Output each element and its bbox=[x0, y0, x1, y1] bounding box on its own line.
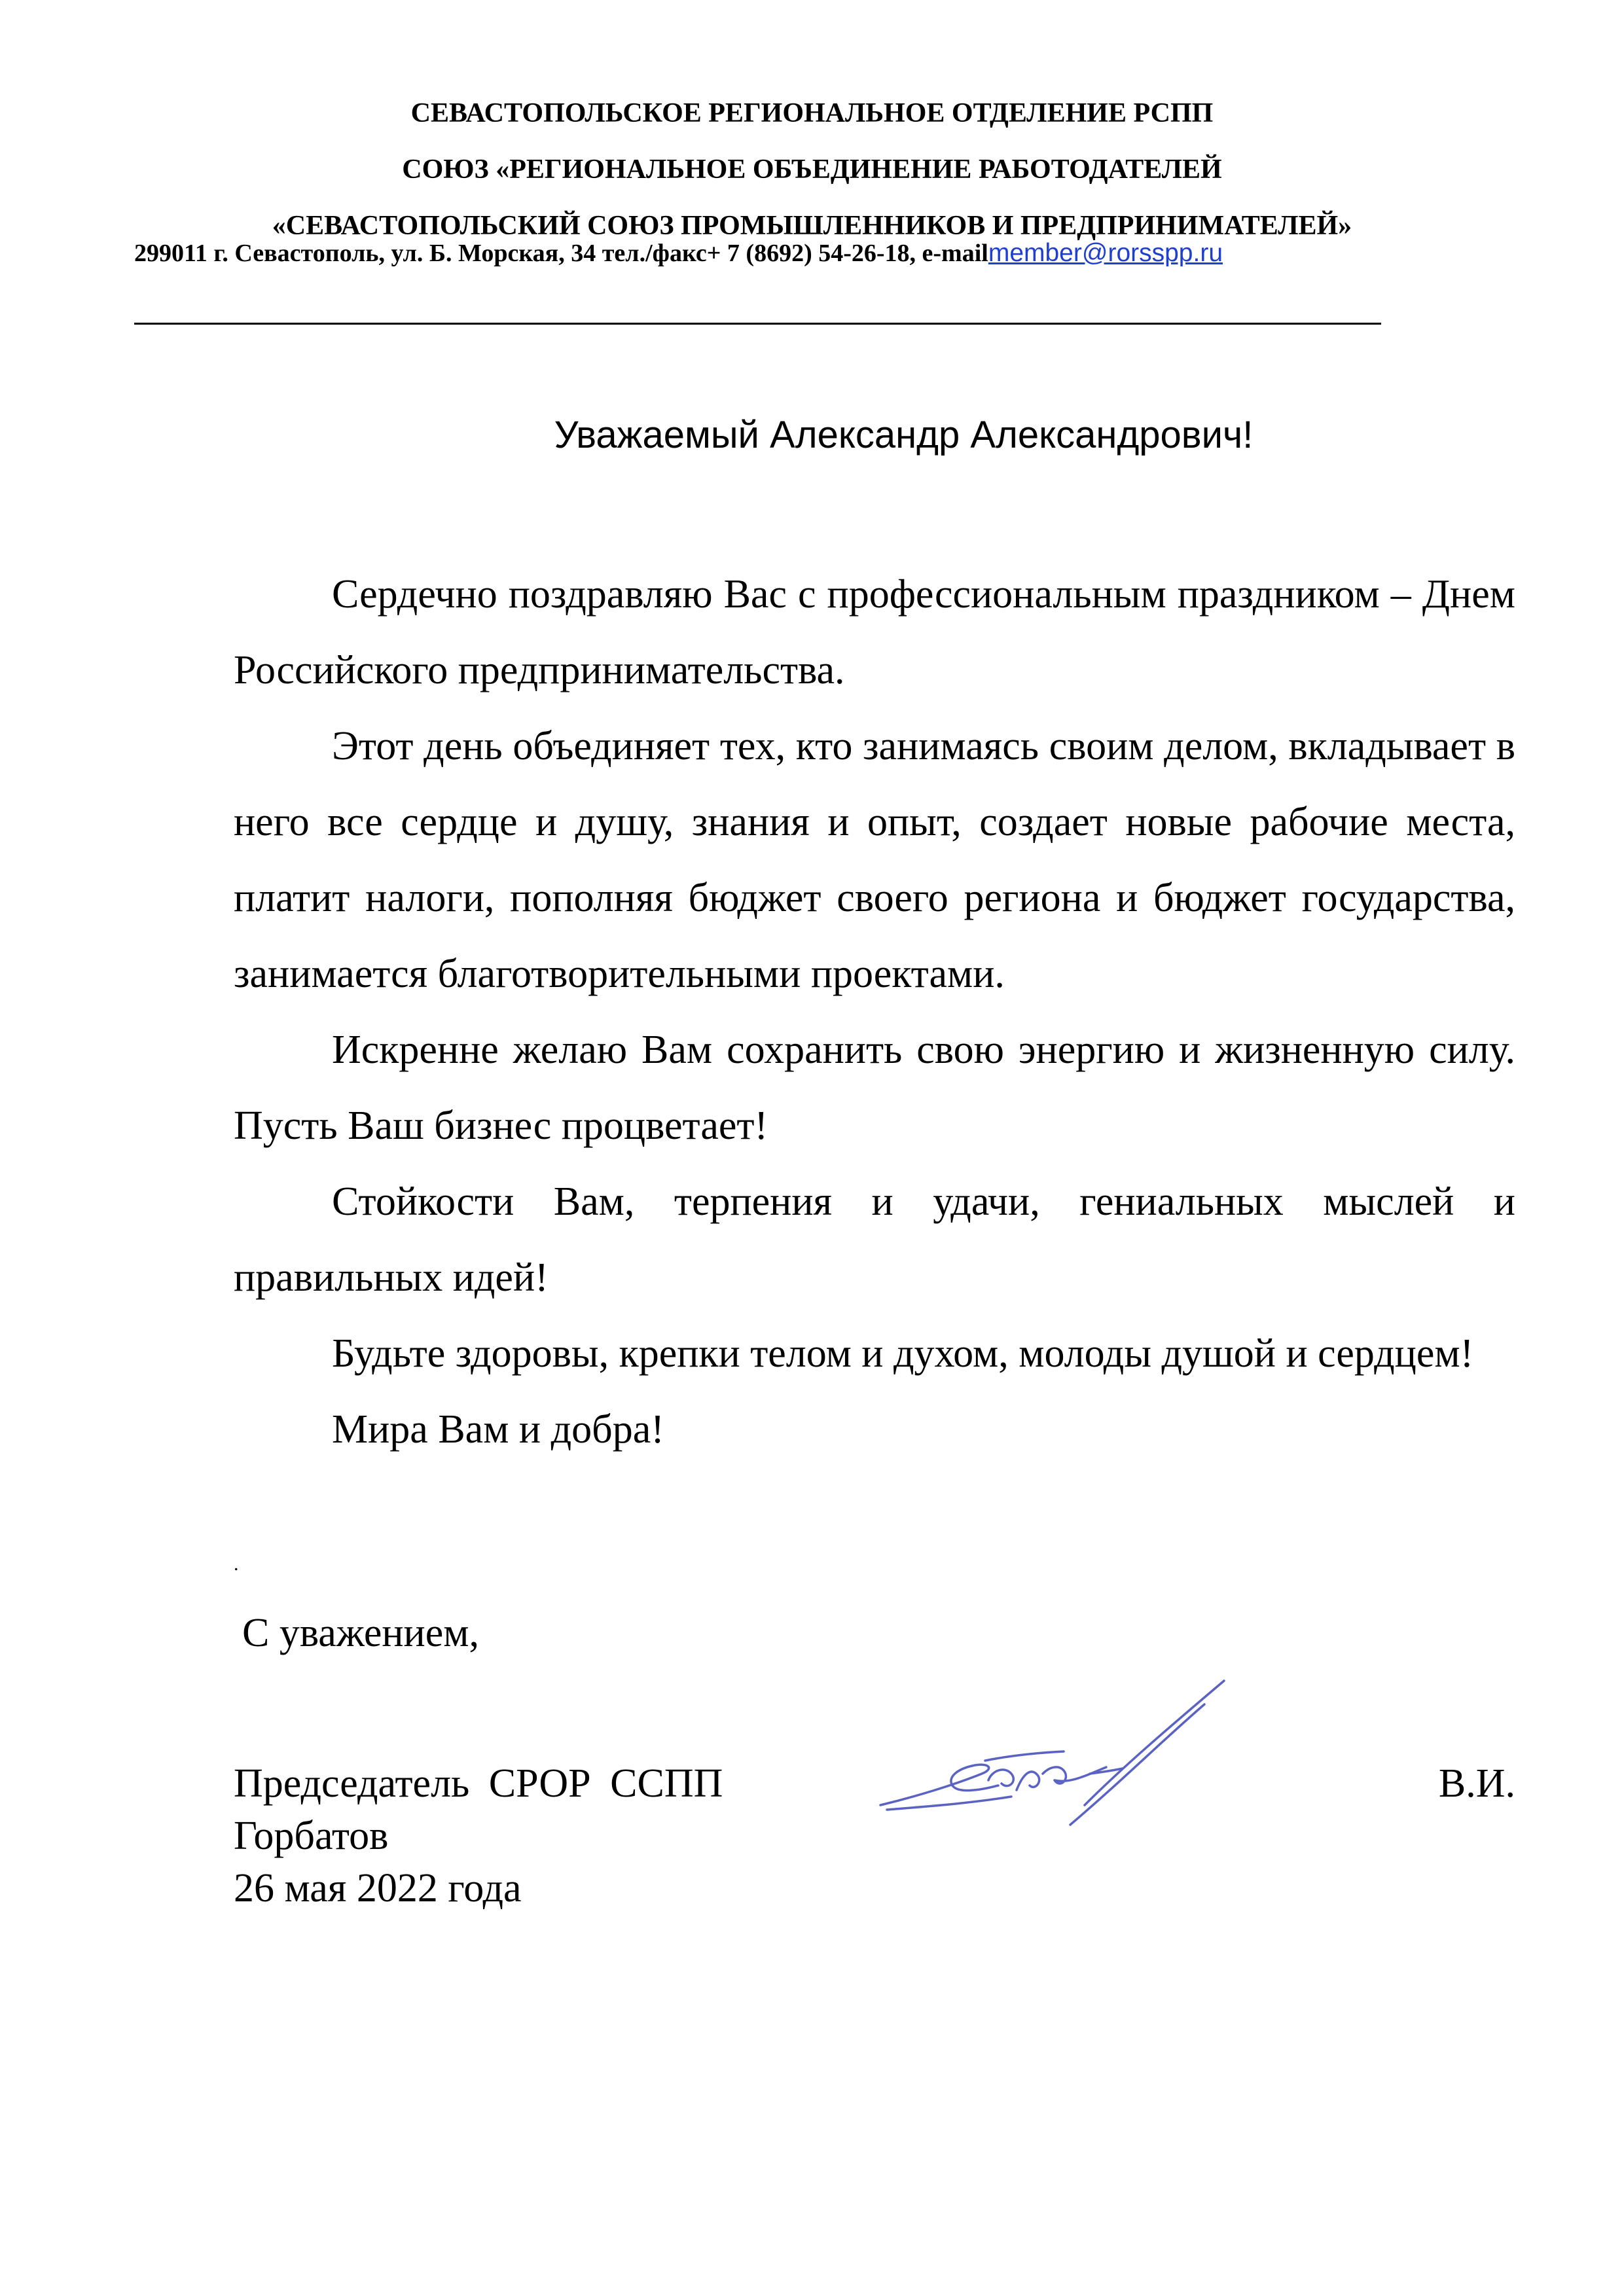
letterhead-line-2: СОЮЗ «РЕГИОНАЛЬНОЕ ОБЪЕДИНЕНИЕ РАБОТОДАТЕЛЕЙ bbox=[402, 154, 1222, 185]
letterhead-line-3: «СЕВАСТОПОЛЬСКИЙ СОЮЗ ПРОМЫШЛЕННИКОВ И ПРЕДПРИНИМАТЕЛЕЙ» bbox=[272, 211, 1352, 241]
stray-mark: . bbox=[234, 1553, 239, 1575]
signature-row bbox=[234, 1757, 1515, 1810]
signatory-surname: Горбатов bbox=[234, 1814, 389, 1858]
letterhead-address bbox=[134, 237, 1223, 270]
body-paragraph: Искренне желаю Вам сохранить свою энергию и жизненную силу. Пусть Ваш бизнес процветает! bbox=[234, 1028, 1515, 1148]
letterhead-line-1: СЕВАСТОПОЛЬСКОЕ РЕГИОНАЛЬНОЕ ОТДЕЛЕНИЕ РСПП bbox=[410, 98, 1214, 128]
body-paragraph: Будьте здоровы, крепки телом и духом, молоды душой и сердцем! bbox=[332, 1331, 1474, 1376]
letterhead-divider bbox=[134, 323, 1381, 325]
letter-date: 26 мая 2022 года bbox=[234, 1866, 522, 1910]
salutation-text: Уважаемый Александр Александрович! bbox=[554, 414, 1254, 456]
closing-phrase: С уважением, bbox=[242, 1611, 479, 1655]
letter-body bbox=[234, 556, 1515, 1467]
signatory-title: Председатель СРОР ССПП bbox=[234, 1761, 723, 1806]
signature-block bbox=[234, 1757, 1515, 1914]
signatory-initials: В.И. bbox=[1438, 1761, 1515, 1806]
body-paragraph: Сердечно поздравляю Вас с профессиональным праздником – Днем Российского предпринимательства. bbox=[234, 572, 1515, 692]
letterhead bbox=[0, 85, 1624, 254]
email-link[interactable]: member@rorsspp.ru bbox=[988, 239, 1223, 267]
body-paragraph: Этот день объединяет тех, кто занимаясь своим делом, вкладывает в него все сердце и душу, знания и опыт, создает новые рабочие места, платит налоги, пополняя бюджет своего региона и бюджет государства, занимается благотворительными проектами. bbox=[234, 724, 1515, 996]
body-paragraph: Мира Вам и добра! bbox=[332, 1407, 664, 1452]
body-paragraph: Стойкости Вам, терпения и удачи, гениальных мыслей и правильных идей! bbox=[234, 1179, 1515, 1300]
address-text: 299011 г. Севастополь, ул. Б. Морская, 34 тел./факс+ 7 (8692) 54-26-18, e-mail bbox=[134, 240, 988, 267]
salutation bbox=[0, 409, 1624, 461]
